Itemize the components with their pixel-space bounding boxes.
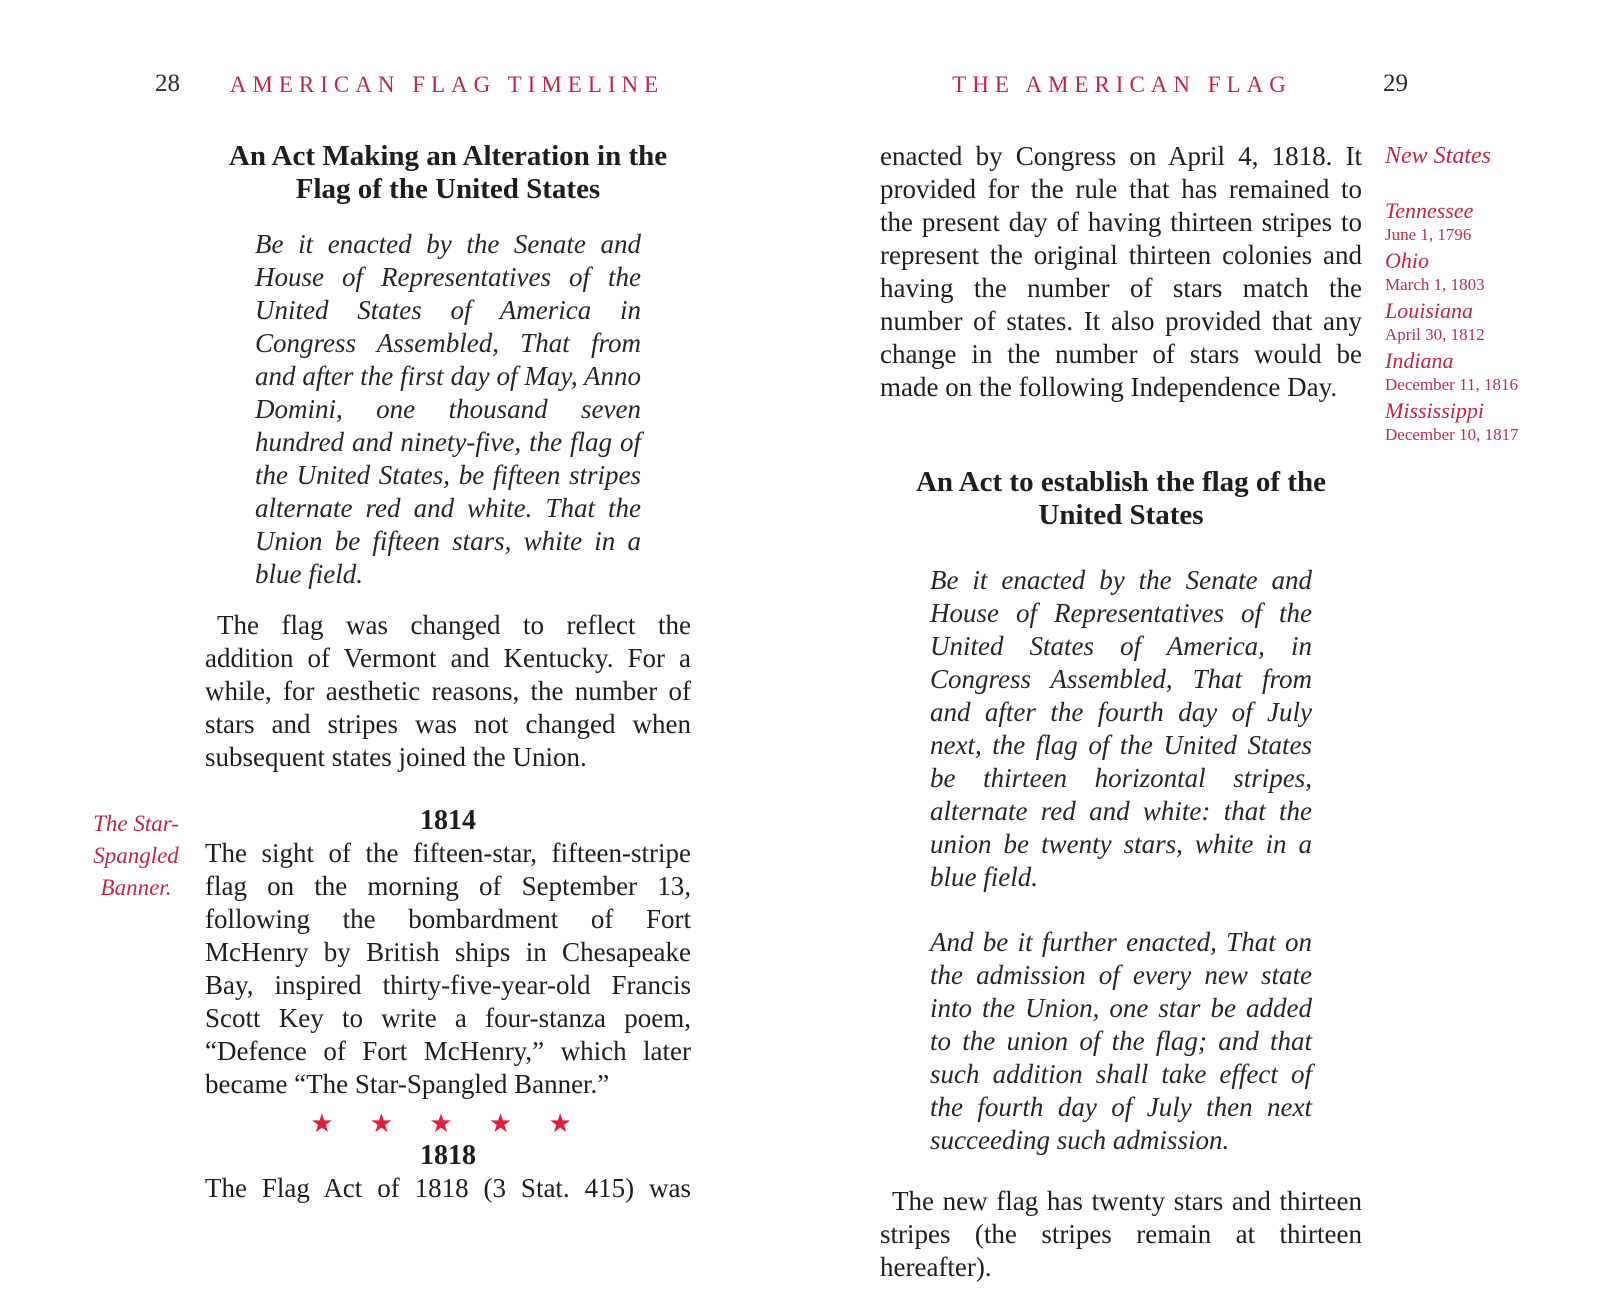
state-date: March 1, 1803	[1385, 275, 1485, 294]
state-name: Indiana	[1385, 348, 1454, 373]
margin-state-tennessee	[1385, 198, 1535, 246]
right-page-column	[880, 140, 1362, 1284]
state-date: December 10, 1817	[1385, 425, 1519, 444]
left-page-column	[205, 140, 691, 1205]
year-heading-1814: 1814	[420, 805, 476, 836]
paragraph-flag-act-continued: enacted by Congress on April 4, 1818. It provided for the rule that has remained to the present day of having thirteen stripes to represent the original thirteen colonies and having the number of stars match the number of states. It also provided that any change in the number of stars would be made on the following Independence Day.	[880, 141, 1362, 402]
margin-state-ohio	[1385, 248, 1535, 296]
margin-title-new-states: New States	[1385, 143, 1491, 169]
page-number-left: 28	[155, 70, 180, 97]
margin-note-star-spangled-banner: The Star-Spangled Banner.	[93, 811, 179, 900]
state-date: April 30, 1812	[1385, 325, 1485, 344]
state-date: December 11, 1816	[1385, 375, 1518, 394]
paragraph-star-spangled: The sight of the fifteen-star, fifteen-stripe flag on the morning of September 13, following the bombardment of Fort McHenry by British ships in Chesapeake Bay, inspired thirty-five-year-old Francis Scott Key to write a four-stanza poem, “Defence of Fort McHenry,” which later became “The Star-Spangled Banner.”	[205, 838, 691, 1099]
state-name: Mississippi	[1385, 398, 1485, 423]
act-quote-1818-first: Be it enacted by the Senate and House of Representatives of the United States of America, in Congress Assembled, That from and after the fourth day of July next, the flag of the United States be thirteen horizontal stripes, alternate red and white: that the union be twenty stars, white in a blue field.	[930, 565, 1312, 892]
act-quote-1818-second: And be it further enacted, That on the admission of every new state into the Union, one star be added to the union of the flag; and that such addition shall take effect of the fourth day of July then next succeeding such admission.	[930, 927, 1312, 1155]
act-heading-1795: An Act Making an Alteration in the Flag of the United States	[228, 140, 668, 205]
state-date: June 1, 1796	[1385, 225, 1472, 244]
state-name: Tennessee	[1385, 198, 1474, 223]
act-quote-1795: Be it enacted by the Senate and House of Representatives of the United States of America in Congress Assembled, That from and after the first day of May, Anno Domini, one thousand seven hundred and ninety-five, the flag of the United States, be fifteen stripes alternate red and white. That the Union be fifteen stars, white in a blue field.	[255, 229, 641, 589]
margin-state-louisiana	[1385, 298, 1535, 346]
margin-state-mississippi	[1385, 398, 1535, 446]
act-heading-1818: An Act to establish the flag of the United States	[915, 466, 1326, 531]
page-number-right: 29	[1383, 70, 1408, 97]
margin-state-indiana	[1385, 348, 1535, 396]
running-head-right: THE AMERICAN FLAG	[952, 72, 1292, 97]
state-name: Ohio	[1385, 248, 1429, 273]
year-heading-1818: 1818	[420, 1140, 476, 1171]
paragraph-new-flag: The new flag has twenty stars and thirteen stripes (the stripes remain at thirteen hereafter).	[880, 1186, 1362, 1282]
margin-new-states-list	[1385, 143, 1535, 448]
paragraph-vermont-kentucky: The flag was changed to reflect the addition of Vermont and Kentucky. For a while, for aesthetic reasons, the number of stars and stripes was not changed when subsequent states joined the Union.	[205, 610, 691, 772]
stars-divider: ★ ★ ★ ★ ★	[310, 1109, 586, 1139]
state-name: Louisiana	[1385, 298, 1474, 323]
paragraph-flag-act-start: The Flag Act of 1818 (3 Stat. 415) was	[205, 1173, 691, 1203]
running-head-left: AMERICAN FLAG TIMELINE	[229, 72, 665, 97]
